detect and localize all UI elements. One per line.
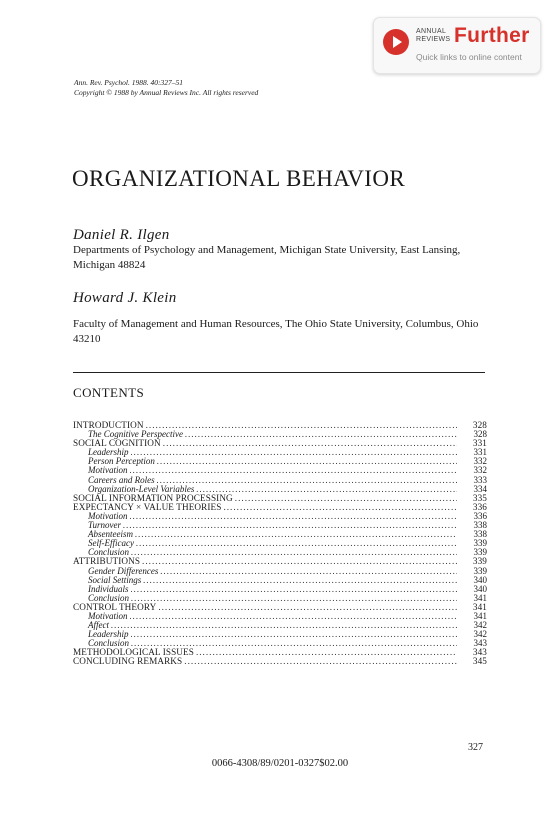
- leader-dots: [136, 539, 457, 548]
- toc-page: 339: [472, 556, 487, 567]
- toc-label: Motivation: [88, 465, 128, 476]
- divider: [73, 372, 485, 373]
- copyright: Copyright © 1988 by Annual Reviews Inc. All rights reserved: [74, 88, 259, 97]
- toc-entry: [73, 521, 487, 530]
- leader-dots: [163, 439, 457, 448]
- toc-page: 328: [473, 429, 487, 440]
- toc-entry: [73, 585, 487, 594]
- toc-label: Person Perception: [88, 456, 155, 467]
- toc-page: 331: [472, 438, 487, 449]
- toc-page: 342: [473, 629, 487, 640]
- play-icon: [383, 29, 409, 55]
- toc-page: 339: [473, 565, 487, 576]
- leader-dots: [131, 594, 457, 603]
- toc-label: Motivation: [88, 610, 128, 621]
- author-name: Daniel R. Ilgen: [73, 227, 170, 243]
- toc-label: METHODOLOGICAL ISSUES: [73, 647, 194, 658]
- leader-dots: [131, 630, 458, 639]
- leader-dots: [158, 603, 457, 612]
- toc-page: 339: [473, 547, 487, 558]
- toc-label: Conclusion: [88, 592, 130, 603]
- toc-entry: [73, 630, 487, 639]
- toc-label: ATTRIBUTIONS: [73, 556, 141, 567]
- toc-page: 338: [473, 529, 487, 540]
- toc-page: 339: [473, 538, 487, 549]
- toc-page: 340: [473, 574, 487, 585]
- toc-label: CONTROL THEORY: [73, 601, 157, 612]
- toc-page: 332: [473, 465, 487, 476]
- leader-dots: [135, 530, 457, 539]
- toc-page: 336: [472, 501, 487, 512]
- toc-label: Leadership: [88, 629, 129, 640]
- toc-label: Individuals: [88, 583, 129, 594]
- toc-page: 332: [473, 456, 487, 467]
- leader-dots: [142, 557, 457, 566]
- toc-page: 335: [472, 492, 487, 503]
- leader-dots: [123, 521, 457, 530]
- toc-label: SOCIAL COGNITION: [73, 438, 161, 449]
- toc-label: Motivation: [88, 510, 128, 521]
- toc-label: Turnover: [88, 520, 122, 531]
- leader-dots: [130, 466, 458, 475]
- toc-label: Leadership: [88, 447, 129, 458]
- leader-dots: [131, 585, 458, 594]
- leader-dots: [111, 621, 457, 630]
- toc-entry: [73, 539, 487, 548]
- toc-entry: [73, 512, 487, 521]
- author-name: Howard J. Klein: [73, 290, 177, 306]
- leader-dots: [157, 476, 457, 485]
- leader-dots: [131, 448, 458, 457]
- toc-label: Organization-Level Variables: [88, 483, 195, 494]
- leader-dots: [143, 576, 457, 585]
- toc-label: Absenteeism: [88, 529, 133, 540]
- leader-dots: [223, 503, 457, 512]
- toc-entry: [73, 503, 487, 512]
- toc-page: 343: [472, 647, 487, 658]
- toc-page: 341: [472, 601, 487, 612]
- toc-page: 336: [473, 510, 487, 521]
- toc-page: 345: [472, 656, 487, 667]
- toc-entry: [73, 576, 487, 585]
- leader-dots: [196, 485, 457, 494]
- toc-label: INTRODUCTION: [73, 420, 144, 430]
- toc-page: 342: [473, 620, 487, 631]
- toc-label: SOCIAL INFORMATION PROCESSING: [73, 492, 233, 503]
- toc-entry: [73, 621, 487, 630]
- toc-page: 343: [473, 638, 487, 649]
- leader-dots: [146, 421, 457, 430]
- toc-label: Social Settings: [88, 574, 142, 585]
- toc-label: EXPECTANCY × VALUE THEORIES: [73, 501, 222, 512]
- toc-label: Self-Efficacy: [88, 538, 134, 549]
- leader-dots: [130, 512, 458, 521]
- toc-label: Conclusion: [88, 547, 130, 558]
- page-number: 327: [468, 742, 483, 753]
- annual-text: ANNUAL: [416, 28, 447, 35]
- toc-page: 334: [473, 483, 487, 494]
- toc-page: 328: [472, 420, 487, 430]
- toc-entry: [73, 603, 487, 612]
- toc-page: 338: [473, 520, 487, 531]
- citation: Ann. Rev. Psychol. 1988. 40:327–51: [74, 78, 184, 87]
- leader-dots: [157, 457, 457, 466]
- leader-dots: [160, 567, 457, 576]
- annual-reviews-label: [416, 28, 450, 44]
- leader-dots: [184, 657, 457, 666]
- author-affiliation: Faculty of Management and Human Resources, The Ohio State University, Columbus, Ohio 43210: [73, 318, 479, 345]
- toc-label: Conclusion: [88, 638, 130, 649]
- leader-dots: [196, 648, 457, 657]
- toc-page: 341: [473, 610, 487, 621]
- toc-label: The Cognitive Perspective: [88, 429, 183, 440]
- leader-dots: [131, 548, 457, 557]
- quick-links-text: Quick links to online content: [416, 52, 522, 62]
- table-of-contents: [73, 421, 487, 667]
- toc-entry: [73, 657, 487, 666]
- reviews-text: REVIEWS: [416, 36, 451, 43]
- further-label: Further: [454, 24, 530, 47]
- article-title: ORGANIZATIONAL BEHAVIOR: [72, 166, 406, 191]
- toc-label: Affect: [88, 620, 109, 631]
- toc-label: Gender Differences: [88, 565, 159, 576]
- toc-label: Careers and Roles: [88, 474, 155, 485]
- toc-entry: [73, 530, 487, 539]
- toc-entry: [73, 457, 487, 466]
- leader-dots: [235, 494, 457, 503]
- article-identifier: 0066-4308/89/0201-0327$02.00: [211, 758, 349, 769]
- toc-page: 333: [473, 474, 487, 485]
- annual-reviews-further-badge[interactable]: [373, 17, 541, 74]
- author-affiliation: Departments of Psychology and Management, Michigan State University, East Lansing, Michigan 48824: [73, 244, 461, 271]
- toc-page: 341: [473, 592, 487, 603]
- leader-dots: [130, 612, 458, 621]
- leader-dots: [185, 430, 457, 439]
- journal-header: [74, 78, 258, 98]
- toc-entry: [73, 612, 487, 621]
- contents-heading: CONTENTS: [73, 385, 145, 400]
- toc-page: 331: [473, 447, 487, 458]
- toc-label: CONCLUDING REMARKS: [73, 656, 183, 667]
- toc-entry: [73, 439, 487, 448]
- toc-page: 340: [473, 583, 487, 594]
